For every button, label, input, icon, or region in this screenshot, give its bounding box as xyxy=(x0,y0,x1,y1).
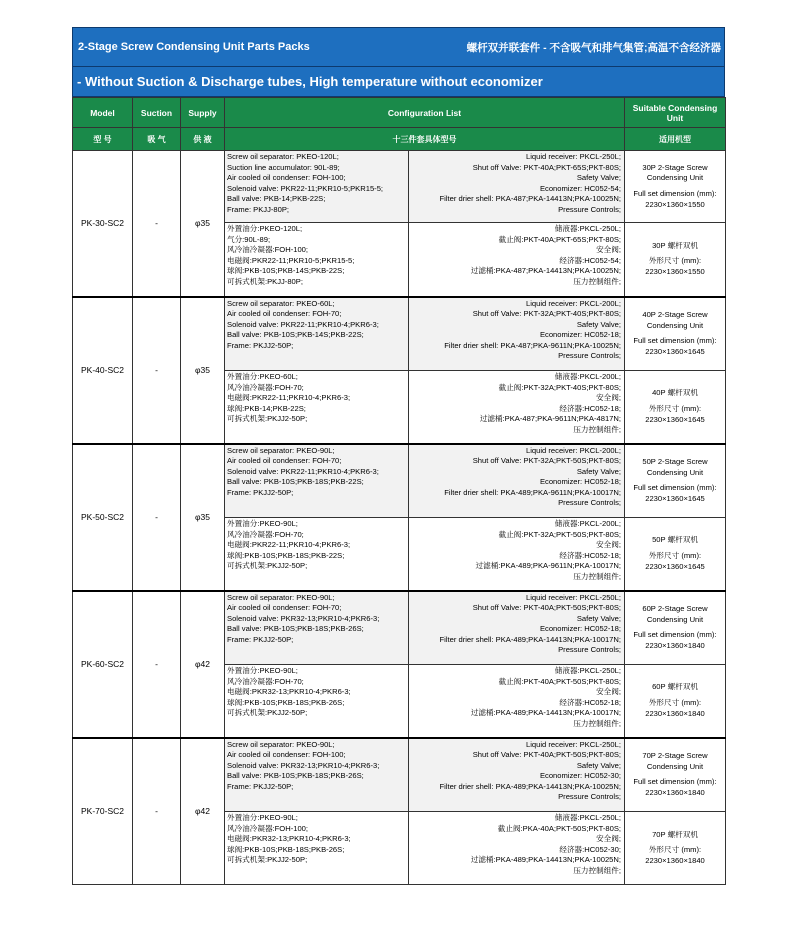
config-cn-right-line: 安全阀; xyxy=(596,245,621,255)
config-en-right-line: Economizer: HC052-30; xyxy=(539,771,621,781)
config-cn-right-line: 经济器:HC052-18; xyxy=(559,550,621,560)
suitable-en-line: 70P 2-Stage Screw xyxy=(642,751,708,761)
config-en-right-line: Economizer: HC052-18; xyxy=(539,330,621,340)
col-model-cn: 型 号 xyxy=(73,128,133,151)
config-cn-right-line: 过滤桶:PKA-487;PKA-9611N;PKA-4817N; xyxy=(479,414,621,424)
config-en-left-line: Air cooled oil condenser: FOH-70; xyxy=(227,309,342,319)
model-cell: PK-60-SC2 xyxy=(73,591,133,738)
config-en-right-line: Safety Valve; xyxy=(576,613,621,623)
config-en-right-line: Shut off Valve: PKT-32A;PKT-40S;PKT-80S; xyxy=(472,309,621,319)
config-cn-left-line: 气分:90L-89; xyxy=(227,234,271,244)
config-cn-left-line: 球阀:PKB-10S;PKB-18S;PKB-26S; xyxy=(227,697,345,707)
config-en-left-line: Frame: PKJJ2-50P; xyxy=(227,487,294,497)
config-cn-left xyxy=(225,812,409,885)
subtitle: - Without Suction & Discharge tubes, High temperature without economizer xyxy=(77,74,543,89)
config-en-left-line: Screw oil separator: PKEO-90L; xyxy=(227,592,335,602)
config-en-right-line: Shut off Valve: PKT-40A;PKT-50S;PKT-80S; xyxy=(472,603,621,613)
config-cn-left-line: 电磁阀:PKR22-11;PKR10-4;PKR6-3; xyxy=(227,540,351,550)
suitable-cn-line: 60P 螺杆双机 xyxy=(652,682,698,692)
config-en-left-line: Solenoid valve: PKR32-13;PKR10-4;PKR6-3; xyxy=(227,613,380,623)
config-cn-left-line: 电磁阀:PKR32-13;PKR10-4;PKR6-3; xyxy=(227,834,351,844)
config-cn-right-line: 压力控制组件; xyxy=(573,424,621,434)
supply-cell: φ42 xyxy=(181,591,225,738)
config-cn-right xyxy=(409,665,625,738)
config-en-left xyxy=(225,444,409,518)
config-en-right-line: Filter drier shell: PKA-489;PKA-14413N;PKA-10017N; xyxy=(439,634,621,644)
config-cn-left-line: 可拆式机架:PKJJ2-50P; xyxy=(227,561,308,571)
suitable-cn-line: 外形尺寸 (mm): xyxy=(648,256,702,266)
config-en-left-line: Solenoid valve: PKR22-11;PKR10-4;PKR6-3; xyxy=(227,319,379,329)
config-cn-right-line: 压力控制组件; xyxy=(573,276,621,286)
config-cn-right xyxy=(409,371,625,444)
suction-cell: - xyxy=(133,297,181,444)
header-row-cn xyxy=(73,128,726,151)
config-en-right-line: Economizer: HC052-18; xyxy=(539,477,621,487)
config-en-right-line: Liquid receiver: PKCL-200L; xyxy=(526,298,621,308)
suitable-cn xyxy=(625,665,726,738)
config-en-right-line: Liquid receiver: PKCL-250L; xyxy=(526,739,621,749)
supply-cell: φ42 xyxy=(181,738,225,885)
config-cn-left-line: 球阀:PKB-10S;PKB-18S;PKB-22S; xyxy=(227,550,345,560)
config-en-left-line: Screw oil separator: PKEO-60L; xyxy=(227,298,335,308)
config-cn-right xyxy=(409,812,625,885)
model-cell: PK-70-SC2 xyxy=(73,738,133,885)
suitable-en-line: Full set dimension (mm): xyxy=(633,189,717,198)
config-en-left-line: Suction line accumulator: 90L-89; xyxy=(227,162,340,172)
config-cn-right-line: 经济器:HC052-54; xyxy=(559,255,621,265)
config-en-right-line: Filter drier shell: PKA-487;PKA-14413N;PKA-10025N; xyxy=(439,194,621,204)
config-en-right-line: Economizer: HC052-18; xyxy=(539,624,621,634)
col-supply: Supply xyxy=(181,98,225,128)
config-cn-right-line: 经济器:HC052-18; xyxy=(559,403,621,413)
config-cn-right-line: 过滤桶:PKA-489;PKA-14413N;PKA-10017N; xyxy=(470,708,621,718)
suitable-cn-line: 外形尺寸 (mm): xyxy=(648,403,702,413)
parts-table xyxy=(72,97,726,885)
suitable-en-line: 40P 2-Stage Screw xyxy=(642,310,708,320)
config-en-right-line: Pressure Controls; xyxy=(558,792,621,802)
config-en-left xyxy=(225,738,409,812)
config-en-right-line: Economizer: HC052-54; xyxy=(539,183,621,193)
config-en-left-line: Air cooled oil condenser: FOH-100; xyxy=(227,750,346,760)
config-cn-right-line: 安全阀; xyxy=(596,834,621,844)
suitable-en xyxy=(625,738,726,812)
config-cn-left xyxy=(225,223,409,297)
config-en-left-line: Air cooled oil condenser: FOH-100; xyxy=(227,173,346,183)
suitable-cn-line: 40P 螺杆双机 xyxy=(652,388,698,398)
suitable-en-line: Condensing Unit xyxy=(646,614,704,624)
suitable-en-line: 2230×1360×1840 xyxy=(645,640,705,650)
parts-pack-sheet xyxy=(72,27,725,885)
config-en-right-line: Filter drier shell: PKA-489;PKA-14413N;PKA-10025N; xyxy=(439,781,621,791)
model-cell: PK-30-SC2 xyxy=(73,151,133,297)
suitable-en-line: 2230×1360×1550 xyxy=(645,199,705,209)
config-cn-left-line: 可拆式机架:PKJJ2-50P; xyxy=(227,708,308,718)
config-cn-right-line: 截止阀:PKT-32A;PKT-50S;PKT-80S; xyxy=(498,529,621,539)
config-cn-right-line: 截止阀:PKT-40A;PKT-50S;PKT-80S; xyxy=(498,676,621,686)
config-en-right xyxy=(409,297,625,371)
config-en-left-line: Screw oil separator: PKEO-120L; xyxy=(227,152,339,161)
config-cn-left-line: 电磁阀:PKR22-11;PKR10-5;PKR15-5; xyxy=(227,255,355,265)
config-cn-right-line: 安全阀; xyxy=(596,687,621,697)
suitable-cn-line: 外形尺寸 (mm): xyxy=(648,697,702,707)
config-cn-right-line: 压力控制组件; xyxy=(573,571,621,581)
title-banner xyxy=(72,27,725,67)
suitable-en-line: Full set dimension (mm): xyxy=(633,336,717,346)
table-row xyxy=(73,444,726,518)
suction-cell: - xyxy=(133,151,181,297)
config-cn-right-line: 储液器:PKCL-250L; xyxy=(554,666,621,675)
suitable-en-line: 2230×1360×1645 xyxy=(645,493,705,503)
config-en-left xyxy=(225,297,409,371)
config-en-left-line: Frame: PKJJ2-50P; xyxy=(227,340,294,350)
config-cn-right-line: 截止阀:PKA-40A;PKT-50S;PKT-80S; xyxy=(497,823,621,833)
model-cell: PK-50-SC2 xyxy=(73,444,133,591)
config-en-left-line: Frame: PKJJ-80P; xyxy=(227,204,290,214)
config-en-left xyxy=(225,591,409,665)
model-cell: PK-40-SC2 xyxy=(73,297,133,444)
config-en-right-line: Shut off Valve: PKT-40A;PKT-65S;PKT-80S; xyxy=(472,162,621,172)
config-cn-left-line: 可拆式机架:PKJJ2-50P; xyxy=(227,855,308,865)
config-en-right-line: Filter drier shell: PKA-487;PKA-9611N;PKA-10025N; xyxy=(444,340,621,350)
suitable-cn-line: 2230×1360×1645 xyxy=(645,414,705,424)
header-row-en xyxy=(73,98,726,128)
config-en-right xyxy=(409,738,625,812)
suitable-en xyxy=(625,151,726,223)
suitable-en-line: 50P 2-Stage Screw xyxy=(642,457,708,467)
title-cn: 螺杆双并联套件 - 不含吸气和排气集管;高温不含经济器 xyxy=(466,41,721,54)
config-en-left-line: Ball valve: PKB-10S;PKB-18S;PKB-26S; xyxy=(227,624,364,634)
suitable-cn-line: 30P 螺杆双机 xyxy=(652,240,698,250)
table-row xyxy=(73,738,726,812)
config-cn-left-line: 外置油分:PKEO-90L; xyxy=(227,666,298,675)
config-en-left-line: Ball valve: PKB-14;PKB-22S; xyxy=(227,194,326,204)
config-cn-right-line: 截止阀:PKT-40A;PKT-65S;PKT-80S; xyxy=(498,234,621,244)
config-cn-right xyxy=(409,518,625,591)
config-cn-left-line: 球阀:PKB-14;PKB-22S; xyxy=(227,403,306,413)
suction-cell: - xyxy=(133,444,181,591)
supply-cell: φ35 xyxy=(181,444,225,591)
suitable-cn xyxy=(625,518,726,591)
col-supply-cn: 供 液 xyxy=(181,128,225,151)
config-en-left-line: Ball valve: PKB-10S;PKB-18S;PKB-26S; xyxy=(227,771,364,781)
config-cn-left-line: 球阀:PKB-10S;PKB-18S;PKB-26S; xyxy=(227,844,345,854)
config-cn-right-line: 经济器:HC052-30; xyxy=(559,844,621,854)
config-en-left-line: Ball valve: PKB-10S;PKB-14S;PKB-22S; xyxy=(227,330,364,340)
config-cn-right-line: 截止阀:PKT-32A;PKT-40S;PKT-80S; xyxy=(498,382,621,392)
config-cn-right-line: 安全阀; xyxy=(596,393,621,403)
config-cn-left-line: 可拆式机架:PKJJ2-50P; xyxy=(227,414,308,424)
suction-cell: - xyxy=(133,591,181,738)
config-cn-left-line: 电磁阀:PKR32-13;PKR10-4;PKR6-3; xyxy=(227,687,351,697)
config-en-right-line: Safety Valve; xyxy=(576,760,621,770)
config-en-left-line: Air cooled oil condenser: FOH-70; xyxy=(227,603,342,613)
suitable-cn-line: 2230×1360×1645 xyxy=(645,561,705,571)
config-cn-left-line: 外置油分:PKEO-60L; xyxy=(227,372,298,381)
suitable-cn-line: 外形尺寸 (mm): xyxy=(648,845,702,855)
config-en-left-line: Frame: PKJJ2-50P; xyxy=(227,634,294,644)
supply-cell: φ35 xyxy=(181,297,225,444)
config-en-right-line: Liquid receiver: PKCL-200L; xyxy=(526,445,621,455)
col-suction-cn: 吸 气 xyxy=(133,128,181,151)
config-en-right-line: Filter drier shell: PKA-489;PKA-9611N;PKA-10017N; xyxy=(444,487,621,497)
config-en-left-line: Ball valve: PKB-10S;PKB-18S;PKB-22S; xyxy=(227,477,364,487)
config-cn-right-line: 储液器:PKCL-250L; xyxy=(554,813,621,822)
config-cn-right xyxy=(409,223,625,297)
config-cn-left xyxy=(225,371,409,444)
table-row xyxy=(73,151,726,223)
config-en-right-line: Safety Valve; xyxy=(576,173,621,183)
config-en-left-line: Screw oil separator: PKEO-90L; xyxy=(227,739,335,749)
suitable-cn xyxy=(625,223,726,297)
config-cn-right-line: 经济器:HC052-18; xyxy=(559,697,621,707)
title-en: 2-Stage Screw Condensing Unit Parts Packs xyxy=(78,41,310,53)
config-cn-left-line: 可拆式机架:PKJJ-80P; xyxy=(227,276,303,286)
config-cn-left-line: 风冷油冷凝器:FOH-70; xyxy=(227,382,304,392)
config-en-left xyxy=(225,151,409,223)
config-cn-left-line: 外置油分:PKEO-120L; xyxy=(227,224,303,233)
suitable-cn-line: 2230×1360×1840 xyxy=(645,855,705,865)
suitable-cn-line: 2230×1360×1840 xyxy=(645,708,705,718)
config-cn-left-line: 风冷油冷凝器:FOH-100; xyxy=(227,823,309,833)
config-cn-right-line: 压力控制组件; xyxy=(573,718,621,728)
config-en-right-line: Shut off Valve: PKT-32A;PKT-50S;PKT-80S; xyxy=(472,456,621,466)
suitable-en-line: 2230×1360×1645 xyxy=(645,346,705,356)
config-cn-right-line: 储液器:PKCL-200L; xyxy=(554,372,621,381)
suitable-en-line: Full set dimension (mm): xyxy=(633,483,717,493)
suitable-en-line: Condensing Unit xyxy=(646,173,704,183)
config-en-right-line: Safety Valve; xyxy=(576,466,621,476)
table-row xyxy=(73,591,726,665)
suitable-en xyxy=(625,444,726,518)
config-en-right-line: Pressure Controls; xyxy=(558,645,621,655)
config-cn-left-line: 球阀:PKB-10S;PKB-14S;PKB-22S; xyxy=(227,266,345,276)
config-en-right-line: Liquid receiver: PKCL-250L; xyxy=(526,592,621,602)
col-model: Model xyxy=(73,98,133,128)
col-suction: Suction xyxy=(133,98,181,128)
table-row xyxy=(73,297,726,371)
suitable-cn-line: 70P 螺杆双机 xyxy=(652,829,698,839)
config-en-right-line: Pressure Controls; xyxy=(558,204,621,214)
suitable-en xyxy=(625,591,726,665)
suitable-cn-line: 50P 螺杆双机 xyxy=(652,535,698,545)
config-cn-right-line: 过滤桶:PKA-489;PKA-9611N;PKA-10017N; xyxy=(475,561,621,571)
col-suitable: Suitable Condensing Unit xyxy=(625,98,726,128)
config-en-right-line: Safety Valve; xyxy=(576,319,621,329)
config-cn-left-line: 风冷油冷凝器:FOH-70; xyxy=(227,676,304,686)
subtitle-banner xyxy=(72,67,725,97)
suitable-en xyxy=(625,297,726,371)
config-cn-right-line: 安全阀; xyxy=(596,540,621,550)
config-cn-left-line: 外置油分:PKEO-90L; xyxy=(227,519,298,528)
suitable-en-line: Full set dimension (mm): xyxy=(633,630,717,640)
suitable-en-line: Condensing Unit xyxy=(646,467,704,477)
config-cn-right-line: 储液器:PKCL-250L; xyxy=(554,224,621,233)
config-en-left-line: Solenoid valve: PKR22-11;PKR10-4;PKR6-3; xyxy=(227,466,379,476)
col-suitable-cn: 适用机型 xyxy=(625,128,726,151)
suitable-cn-line: 2230×1360×1550 xyxy=(645,267,705,277)
config-en-right-line: Pressure Controls; xyxy=(558,351,621,361)
config-en-left-line: Solenoid valve: PKR32-13;PKR10-4;PKR6-3; xyxy=(227,760,380,770)
config-cn-right-line: 过滤桶:PKA-489;PKA-14413N;PKA-10025N; xyxy=(470,855,621,865)
config-en-right-line: Shut off Valve: PKT-40A;PKT-50S;PKT-80S; xyxy=(472,750,621,760)
suitable-en-line: 2230×1360×1840 xyxy=(645,787,705,797)
config-cn-left xyxy=(225,665,409,738)
config-cn-left-line: 风冷油冷凝器:FOH-100; xyxy=(227,245,309,255)
suitable-en-line: Condensing Unit xyxy=(646,320,704,330)
config-cn-right-line: 储液器:PKCL-200L; xyxy=(554,519,621,528)
suitable-cn xyxy=(625,371,726,444)
config-cn-right-line: 压力控制组件; xyxy=(573,865,621,875)
suction-cell: - xyxy=(133,738,181,885)
config-cn-left-line: 电磁阀:PKR22-11;PKR10-4;PKR6-3; xyxy=(227,393,351,403)
suitable-cn-line: 外形尺寸 (mm): xyxy=(648,550,702,560)
col-config: Configuration List xyxy=(225,98,625,128)
config-en-left-line: Solenoid valve: PKR22-11;PKR10-5;PKR15-5; xyxy=(227,183,384,193)
config-en-right xyxy=(409,591,625,665)
config-en-right-line: Liquid receiver: PKCL-250L; xyxy=(526,152,621,161)
config-cn-left-line: 风冷油冷凝器:FOH-70; xyxy=(227,529,304,539)
col-config-cn: 十三件套具体型号 xyxy=(225,128,625,151)
config-cn-right-line: 过滤桶:PKA-487;PKA-14413N;PKA-10025N; xyxy=(470,266,621,276)
suitable-en-line: Condensing Unit xyxy=(646,761,704,771)
suitable-en-line: Full set dimension (mm): xyxy=(633,777,717,787)
config-en-right-line: Pressure Controls; xyxy=(558,498,621,508)
config-en-left-line: Screw oil separator: PKEO-90L; xyxy=(227,445,335,455)
suitable-cn xyxy=(625,812,726,885)
config-en-right xyxy=(409,444,625,518)
suitable-en-line: 60P 2-Stage Screw xyxy=(642,604,708,614)
config-en-right xyxy=(409,151,625,223)
config-cn-left xyxy=(225,518,409,591)
config-en-left-line: Frame: PKJJ2-50P; xyxy=(227,781,294,791)
supply-cell: φ35 xyxy=(181,151,225,297)
config-en-left-line: Air cooled oil condenser: FOH-70; xyxy=(227,456,342,466)
suitable-en-line: 30P 2-Stage Screw xyxy=(642,162,708,172)
config-cn-left-line: 外置油分:PKEO-90L; xyxy=(227,813,298,822)
